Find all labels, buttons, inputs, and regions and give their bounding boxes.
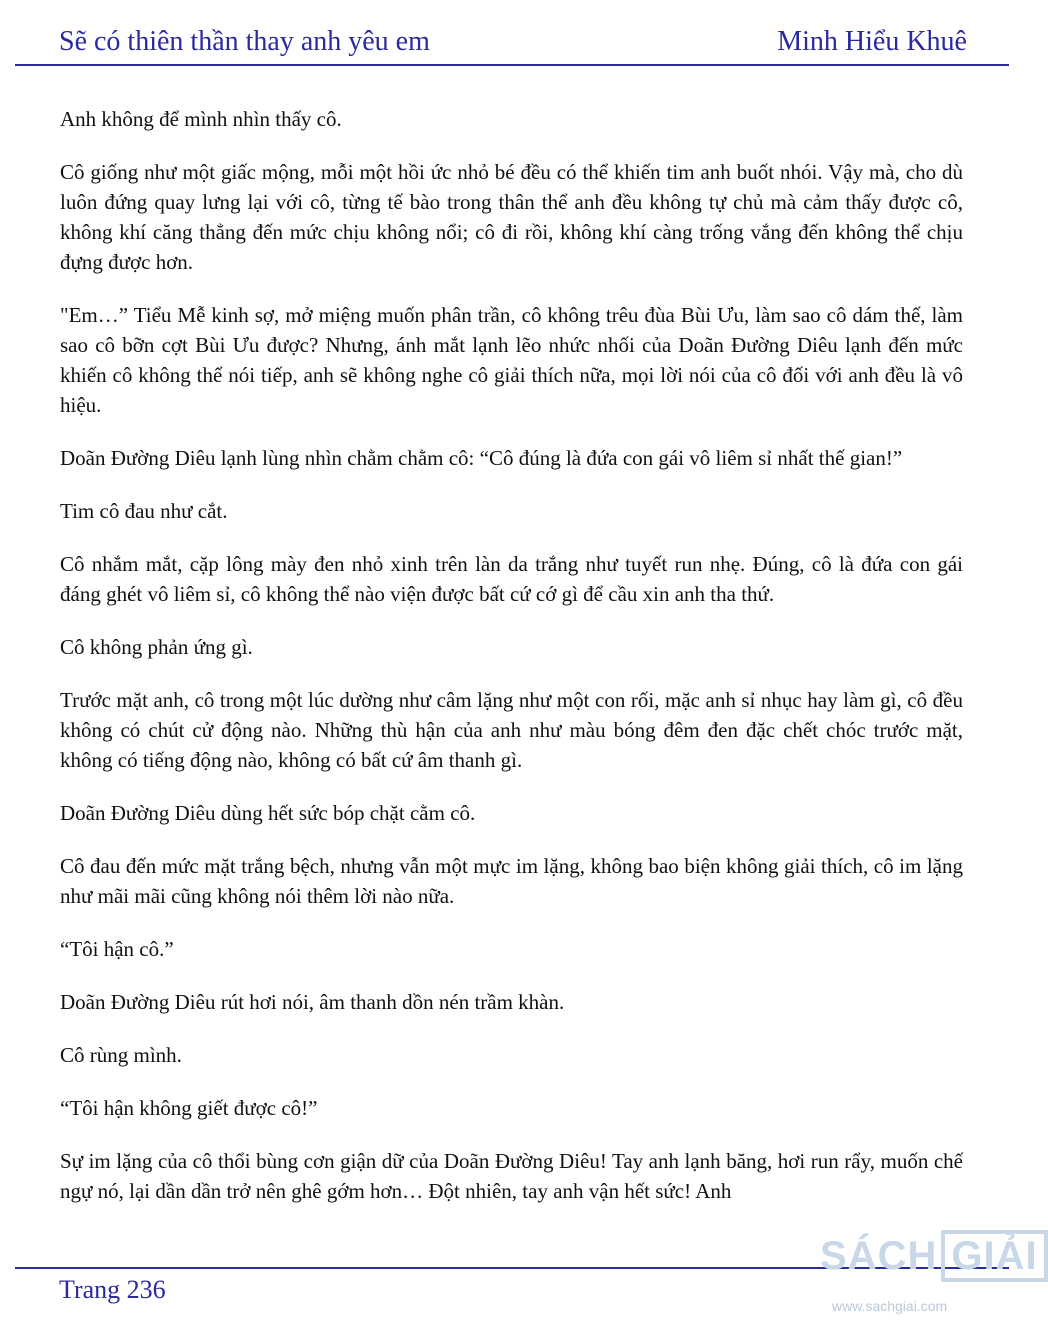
header-divider xyxy=(15,64,1009,66)
paragraph: Sự im lặng của cô thổi bùng cơn giận dữ của Doãn Đường Diêu! Tay anh lạnh băng, hơi run rẩy, muốn chế ngự nó, lại dần dần trở nên ghê gớm hơn… Đột nhiên, tay anh vận hết sức! Anh xyxy=(60,1149,963,1203)
paragraph: “Tôi hận không giết được cô!” xyxy=(60,1096,318,1120)
paragraph: Anh không để mình nhìn thấy cô. xyxy=(60,107,342,131)
paragraph: Cô không phản ứng gì. xyxy=(60,635,253,659)
watermark xyxy=(820,1212,1038,1320)
paragraph: "Em…” Tiểu Mễ kinh sợ, mở miệng muốn phân trần, cô không trêu đùa Bùi Ưu, làm sao cô dám thế, làm sao cô bỡn cợt Bùi Ưu được? Nhưng, ánh mắt lạnh lẽo nhức nhối của Doãn Đường Diêu lạnh đến mức khiến cô không thể nói tiếp, anh sẽ không nghe cô giải thích nữa, mọi lời nói của cô đối với anh đều là vô hiệu. xyxy=(60,303,963,417)
page-number: Trang 236 xyxy=(59,1275,166,1304)
paragraph: Cô rùng mình. xyxy=(60,1043,182,1067)
watermark-url: www.sachgiai.com xyxy=(832,1298,948,1314)
paragraph: Cô giống như một giấc mộng, mỗi một hồi ức nhỏ bé đều có thể khiến tim anh buốt nhói. Vậy mà, cho dù luôn đứng quay lưng lại với cô, từng tế bào trong thân thể anh đều không tự chủ mà cảm thấy được cô, không khí căng thẳng đến mức chịu không nổi; cô đi rồi, không khí càng trống vắng đến không thể chịu đựng được hơn. xyxy=(60,160,963,274)
watermark-logo xyxy=(820,1230,1048,1282)
page-body xyxy=(60,104,963,1229)
paragraph: Cô đau đến mức mặt trắng bệch, nhưng vẫn một mực im lặng, không bao biện không giải thích, cô im lặng như mãi mãi cũng không nói thêm lời nào nữa. xyxy=(60,854,963,908)
paragraph: Doãn Đường Diêu dùng hết sức bóp chặt cằm cô. xyxy=(60,801,476,825)
paragraph: Doãn Đường Diêu rút hơi nói, âm thanh dồn nén trầm khàn. xyxy=(60,990,565,1014)
page-header xyxy=(59,24,967,64)
paragraph: Doãn Đường Diêu lạnh lùng nhìn chằm chằm cô: “Cô đúng là đứa con gái vô liêm sỉ nhất thế gian!” xyxy=(60,446,903,470)
paragraph: Cô nhắm mắt, cặp lông mày đen nhỏ xinh trên làn da trắng như tuyết run nhẹ. Đúng, cô là đứa con gái đáng ghét vô liêm sỉ, cô không thể nào viện được bất cứ cớ gì để cầu xin anh tha thứ. xyxy=(60,552,963,606)
paragraph: Tim cô đau như cắt. xyxy=(60,499,228,523)
paragraph: “Tôi hận cô.” xyxy=(60,937,174,961)
book-title: Sẽ có thiên thần thay anh yêu em xyxy=(59,26,430,57)
watermark-logo-text: SÁCH xyxy=(820,1233,938,1278)
book-author: Minh Hiểu Khuê xyxy=(777,26,967,57)
paragraph: Trước mặt anh, cô trong một lúc dường như câm lặng như một con rối, mặc anh sỉ nhục hay làm gì, cô đều không có chút cử động nào. Những thù hận của anh như màu bóng đêm đen đặc chết chóc trước mặt, không có tiếng động nào, không có bất cứ âm thanh gì. xyxy=(60,688,963,772)
watermark-logo-box: GIẢI xyxy=(941,1230,1047,1282)
